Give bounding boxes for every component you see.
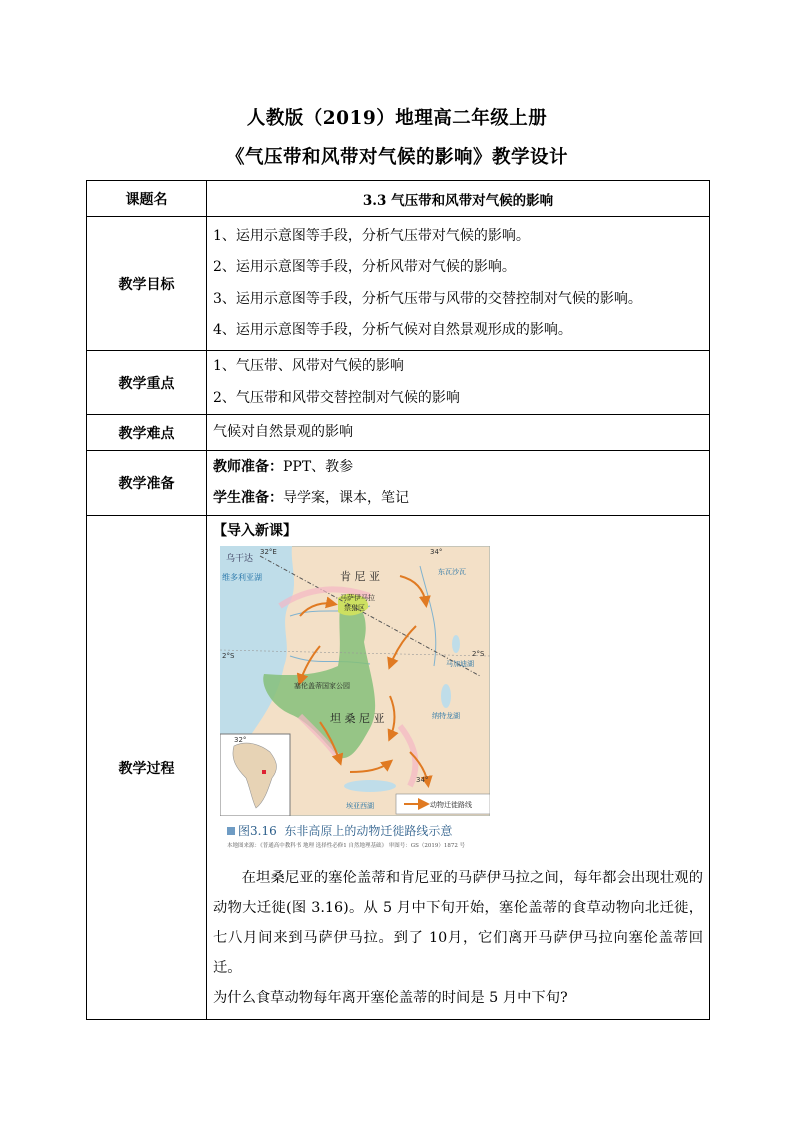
key-item: 1、气压带、风带对气候的影响 <box>213 358 404 374</box>
goal-item: 1、运用示意图等手段，分析气压带对气候的影响。 <box>213 227 530 244</box>
map-label-victoria: 维多利亚湖 <box>222 573 262 582</box>
doc-title-line2: 《气压带和风带对气候的影响》教学设计 <box>225 147 568 168</box>
row-course <box>87 181 710 217</box>
prep-cell <box>207 451 710 516</box>
map-label-lat2r: 2°S <box>472 650 485 658</box>
lake-magadi <box>452 635 460 653</box>
doc-title-line1: 人教版（2019）地理高二年级上册 <box>246 108 548 129</box>
map-label-tanzania: 坦 桑 尼 亚 <box>330 712 385 725</box>
difficulty-text: 气候对自然景观的影响 <box>213 423 353 440</box>
teacher-prep-label: 教师准备： <box>213 458 283 475</box>
lake-eyasi <box>344 780 396 792</box>
row-process <box>87 516 710 1020</box>
course-value: 3.3 气压带和风带对气候的影响 <box>207 181 710 217</box>
student-prep-label: 学生准备： <box>213 490 283 506</box>
student-prep-value: 导学案，课本，笔记 <box>283 490 409 506</box>
map-label-magadi: 马加迪湖 <box>446 660 474 668</box>
question-text: 为什么食草动物每年离开塞伦盖蒂的时间是 5 月中下旬? <box>213 990 568 1006</box>
goals-cell <box>207 217 710 351</box>
goals-label: 教学目标 <box>87 217 207 351</box>
row-goals <box>87 217 710 351</box>
inset-marker <box>262 770 266 774</box>
prep-label: 教学准备 <box>87 451 207 516</box>
row-key-points <box>87 351 710 415</box>
map-label-reserve: 禁猎区 <box>344 604 365 612</box>
row-preparation <box>87 451 710 516</box>
teacher-prep-value: PPT、教参 <box>283 458 354 475</box>
process-label: 教学过程 <box>87 516 207 1020</box>
caption-square-icon <box>227 827 235 835</box>
map-label-lon32: 32°E <box>260 548 277 556</box>
caption-text: 东非高原上的动物迁徙路线示意 <box>284 824 453 838</box>
key-item: 2、气压带和风带交替控制对气候的影响 <box>213 389 460 406</box>
map-label-kenya: 肯 尼 亚 <box>340 570 380 583</box>
course-label: 课题名 <box>87 181 207 217</box>
goal-item: 2、运用示意图等手段，分析风带对气候的影响。 <box>213 259 516 275</box>
process-cell <box>207 516 710 1020</box>
student-prep <box>213 483 703 515</box>
key-cell <box>207 351 710 415</box>
row-difficulty <box>87 415 710 451</box>
map-label-eyasi: 埃亚西湖 <box>346 802 374 810</box>
teacher-prep <box>213 452 703 484</box>
difficulty-cell <box>207 415 710 451</box>
map-label-lon34: 34° <box>430 548 443 556</box>
caption-fig-number: 图3.16 <box>238 824 277 838</box>
goal-item: 3、运用示意图等手段，分析气压带与风带的交替控制对气候的影响。 <box>213 290 642 307</box>
figure-caption <box>227 822 703 839</box>
key-label: 教学重点 <box>87 351 207 415</box>
map-label-lon34b: 34° <box>416 776 429 784</box>
map-label-east: 东瓦沙瓦 <box>438 568 466 576</box>
map-label-lat2: 2°S <box>222 652 235 660</box>
map-label-lon32b: 32° <box>234 736 247 744</box>
map-label-legend: 动物迁徙路线 <box>430 801 472 809</box>
map-label-serengeti: 塞伦盖蒂国家公园 <box>294 682 350 690</box>
map-label-uganda: 乌干达 <box>226 554 254 564</box>
section-title: 【导入新课】 <box>213 523 297 539</box>
map-label-mara: 马萨伊马拉 <box>340 594 375 602</box>
lesson-plan-table <box>86 180 710 1020</box>
goal-item: 4、运用示意图等手段，分析气候对自然景观形成的影响。 <box>213 322 572 338</box>
migration-map <box>220 546 490 816</box>
lake-natron <box>441 684 451 708</box>
intro-paragraph: 在坦桑尼亚的塞伦盖蒂和肯尼亚的马萨伊马拉之间，每年都会出现壮观的动物大迁徙(图 3.16)。从 5 月中下旬开始，塞伦盖蒂的食草动物向北迁徙，七八月间来到马萨伊马拉。到了 10月，它们离开马萨伊马拉向塞伦盖蒂回迁。 <box>213 870 703 976</box>
figure-source-note: 本地图来源：《普通高中教科书 地理 选择性必修1 自然地理基础》 审图号：GS（2019）1872 号 <box>227 843 466 849</box>
difficulty-label: 教学难点 <box>87 415 207 451</box>
map-label-natron: 纳特龙湖 <box>432 712 460 720</box>
